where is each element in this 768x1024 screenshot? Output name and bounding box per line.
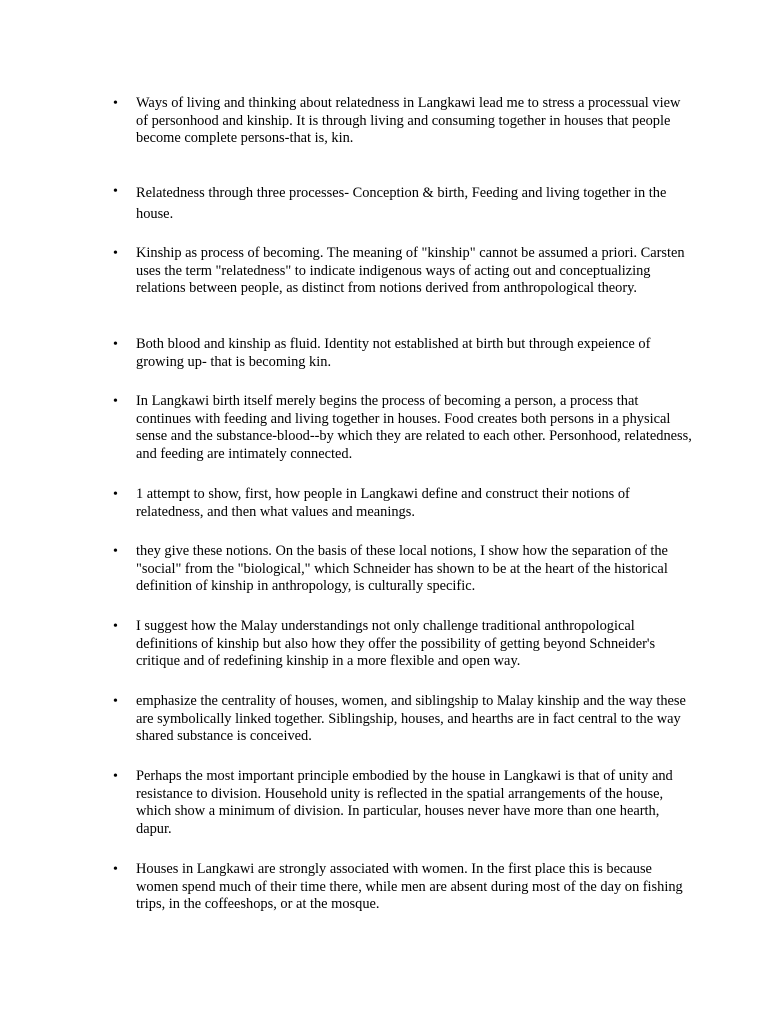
bullet-icon: • <box>113 862 118 877</box>
list-item-text: Perhaps the most important principle embodied by the house in Langkawi is that of unity and resistance to division. Household unity is reflected in the spatial arrangements of the house, which show a minimum of division. In particular, houses never have more than one hearth, dapur. <box>136 768 673 837</box>
list-item <box>113 393 693 463</box>
list-item-text: Ways of living and thinking about relatedness in Langkawi lead me to stress a processual view of personhood and kinship. It is through living and consuming together in houses that people become complete persons-that is, kin. <box>136 95 681 147</box>
bullet-icon: • <box>113 184 118 199</box>
list-item-text: Both blood and kinship as fluid. Identity not established at birth but through expeience of growing up- that is becoming kin. <box>136 336 651 370</box>
bullet-icon: • <box>113 769 118 784</box>
list-item-text: In Langkawi birth itself merely begins the process of becoming a person, a process that continues with feeding and living together in houses. Food creates both persons in a physical sense and the substance-blood--by which they are related to each other. Personhood, relatedness, and feeding are intimately connected. <box>136 393 692 462</box>
list-item-text: I suggest how the Malay understandings not only challenge traditional anthropological definitions of kinship but also how they offer the possibility of getting beyond Schneider's critique and of redefining kinship in a more flexible and open way. <box>136 618 656 670</box>
list-item <box>113 95 693 148</box>
bullet-icon: • <box>113 487 118 502</box>
bullet-icon: • <box>113 96 118 111</box>
list-item-text: emphasize the centrality of houses, women, and siblingship to Malay kinship and the way these are symbolically linked together. Siblingship, houses, and hearths are in fact central to the way shared substance is conceived. <box>136 693 686 745</box>
bullet-icon: • <box>113 394 118 409</box>
bullet-icon: • <box>113 619 118 634</box>
list-item <box>113 768 693 838</box>
list-item-text: Kinship as process of becoming. The meaning of "kinship" cannot be assumed a priori. Carsten uses the term "relatedness" to indicate indigenous ways of acting out and conceptualizing relations between people, as distinct from notions derived from anthropological theory. <box>136 245 685 297</box>
list-item <box>113 245 693 298</box>
list-item-text: they give these notions. On the basis of these local notions, I show how the separation of the "social" from the "biological," which Schneider has shown to be at the heart of the historical definition of kinship in anthropology, is culturally specific. <box>136 543 668 595</box>
list-item <box>113 336 693 371</box>
list-item-text: Relatedness through three processes- Conception & birth, Feeding and living together in the house. <box>136 185 667 222</box>
list-item <box>113 618 693 671</box>
list-item <box>113 183 693 225</box>
list-item <box>113 861 693 914</box>
bullet-icon: • <box>113 337 118 352</box>
list-item <box>113 543 693 596</box>
bullet-icon: • <box>113 694 118 709</box>
list-item-text: 1 attempt to show, first, how people in Langkawi define and construct their notions of relatedness, and then what values and meanings. <box>136 486 630 520</box>
bullet-icon: • <box>113 246 118 261</box>
list-item <box>113 486 693 521</box>
list-item-text: Houses in Langkawi are strongly associated with women. In the first place this is because women spend much of their time there, while men are absent during most of the day on fishing trips, in the coffeeshops, or at the mosque. <box>136 861 683 913</box>
list-item <box>113 693 693 746</box>
bullet-icon: • <box>113 544 118 559</box>
